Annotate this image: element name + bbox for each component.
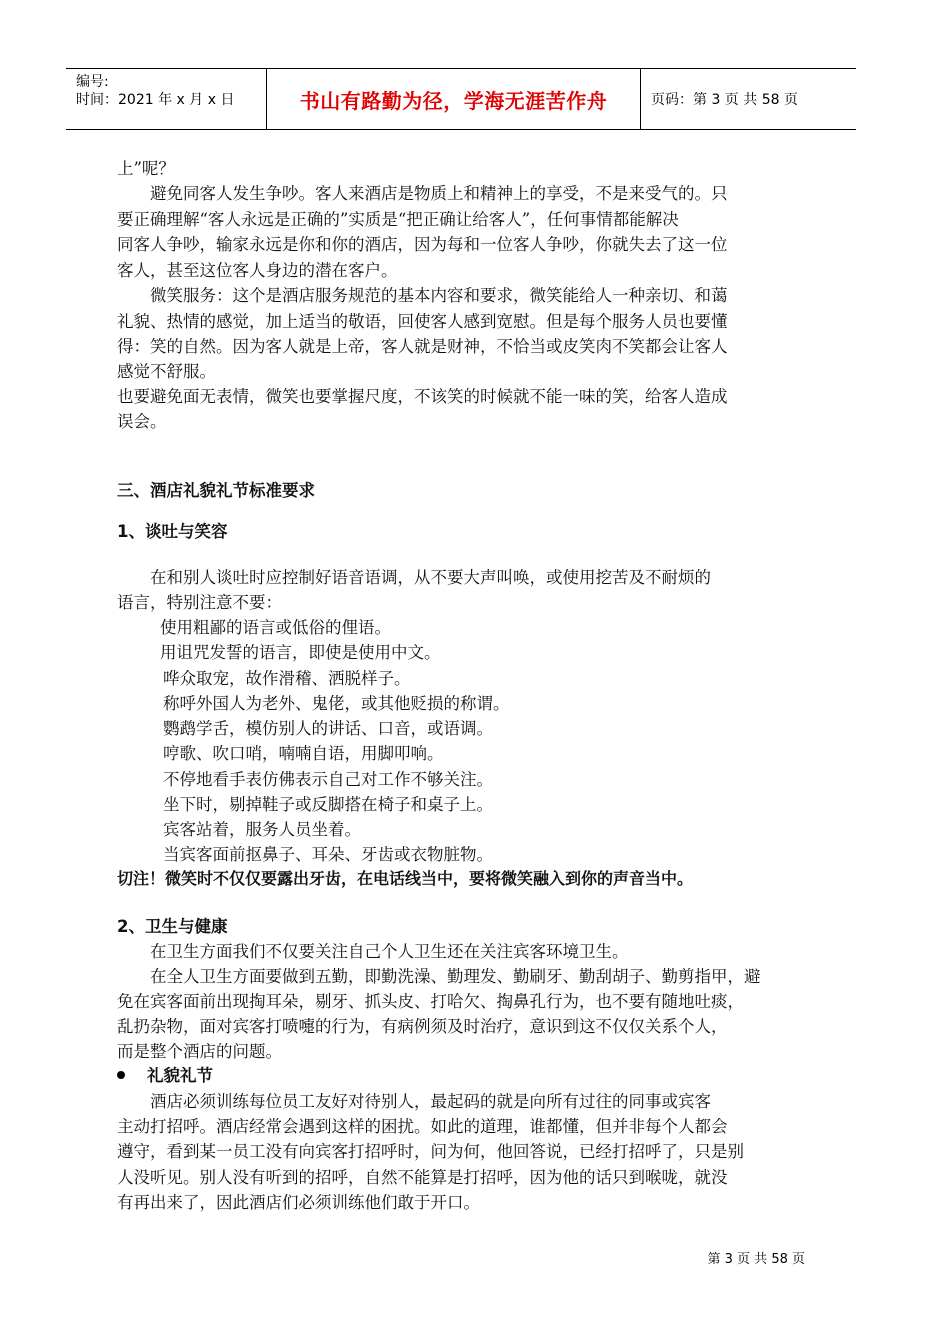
paragraph-line: 有再出来了，因此酒店们必须训练他们敢于开口。 xyxy=(117,1193,480,1212)
paragraph-line: 得：笑的自然。因为客人就是上帝，客人就是财神，不恰当或皮笑肉不笑都会让客人 xyxy=(117,337,728,356)
bullet-icon xyxy=(117,1071,125,1079)
document-number-label: 编号: xyxy=(76,74,109,90)
paragraph-line: 客人，甚至这位客人身边的潜在客户。 xyxy=(117,261,398,280)
subsection-title: 2、卫生与健康 xyxy=(117,917,228,936)
subsection-title: 1、谈吐与笑容 xyxy=(117,522,228,541)
header-page-number: 页码：第 3 页 共 58 页 xyxy=(651,92,798,108)
paragraph-line: 也要避免面无表情，微笑也要掌握尺度，不该笑的时候就不能一味的笑，给客人造成 xyxy=(117,387,728,406)
paragraph-line: 人没听见。别人没有听到的招呼，自然不能算是打招呼，因为他的话只到喉咙，就没 xyxy=(117,1168,728,1187)
header-page-cell xyxy=(641,69,856,129)
paragraph-line: 免在宾客面前出现掏耳朵，剔牙、抓头皮、打哈欠、掏鼻孔行为，也不要有随地吐痰， xyxy=(117,992,744,1011)
dont-item: 当宾客面前抠鼻子、耳朵、牙齿或衣物脏物。 xyxy=(163,845,493,864)
paragraph-line: 乱扔杂物，面对宾客打喷嚏的行为，有病例须及时治疗，意识到这不仅仅关系个人， xyxy=(117,1017,728,1036)
paragraph-line: 主动打招呼。酒店经常会遇到这样的困扰。如此的道理，谁都懂，但并非每个人都会 xyxy=(117,1117,728,1136)
paragraph-line: 在和别人谈吐时应控制好语音语调，从不要大声叫唤，或使用挖苦及不耐烦的 xyxy=(117,568,711,587)
dont-item: 鹦鹉学舌，模仿别人的讲话、口音，或语调。 xyxy=(163,719,493,738)
paragraph-line: 避免同客人发生争吵。客人来酒店是物质上和精神上的享受，不是来受气的。只 xyxy=(117,184,728,203)
dont-item: 坐下时，剔掉鞋子或反脚搭在椅子和桌子上。 xyxy=(163,795,493,814)
section-title: 三、酒店礼貌礼节标准要求 xyxy=(117,481,315,500)
paragraph-line: 上”呢？ xyxy=(117,159,175,178)
dont-item: 哗众取宠，故作滑稽、洒脱样子。 xyxy=(163,669,411,688)
paragraph-line: 酒店必须训练每位员工友好对待别人，最起码的就是向所有过往的同事或宾客 xyxy=(117,1092,711,1111)
paragraph-line: 同客人争吵，输家永远是你和你的酒店，因为每和一位客人争吵，你就失去了这一位 xyxy=(117,235,728,254)
paragraph-line: 礼貌、热情的感觉，加上适当的敬语，回使客人感到宽慰。但是每个服务人员也要懂 xyxy=(117,312,728,331)
paragraph-line: 语言，特别注意不要： xyxy=(117,593,282,612)
paragraph-line: 遵守，看到某一员工没有向宾客打招呼时，问为何，他回答说，已经打招呼了，只是别 xyxy=(117,1142,744,1161)
page-header xyxy=(66,68,856,130)
dont-item: 使用粗鄙的语言或低俗的俚语。 xyxy=(160,618,391,637)
bullet-heading xyxy=(117,1062,213,1086)
paragraph-line: 而是整个酒店的问题。 xyxy=(117,1042,282,1061)
paragraph-line: 要正确理解“客人永远是正确的”实质是“把正确让给客人”，任何事情都能解决 xyxy=(117,210,679,229)
paragraph-line: 误会。 xyxy=(117,412,167,431)
bullet-title: 礼貌礼节 xyxy=(147,1066,213,1085)
document-date: 时间：2021 年 x 月 x 日 xyxy=(76,92,235,108)
dont-item: 哼歌、吹口哨，喃喃自语，用脚叩响。 xyxy=(163,744,444,763)
header-motto-cell xyxy=(267,69,641,129)
page-footer-number: 第 3 页 共 58 页 xyxy=(707,1252,805,1267)
dont-item: 宾客站着，服务人员坐着。 xyxy=(163,820,361,839)
paragraph-line: 微笑服务：这个是酒店服务规范的基本内容和要求，微笑能给人一种亲切、和蔼 xyxy=(117,286,728,305)
paragraph-line: 在卫生方面我们不仅要关注自己个人卫生还在关注宾客环境卫生。 xyxy=(117,942,629,961)
paragraph-line: 在全人卫生方面要做到五勤，即勤洗澡、勤理发、勤刷牙、勤刮胡子、勤剪指甲，避 xyxy=(117,967,761,986)
warning-note: 切注！微笑时不仅仅要露出牙齿，在电话线当中，要将微笑融入到你的声音当中。 xyxy=(117,869,694,888)
header-motto: 书山有路勤为径，学海无涯苦作舟 xyxy=(299,88,608,113)
dont-item: 称呼外国人为老外、鬼佬，或其他贬损的称谓。 xyxy=(163,694,510,713)
dont-item: 不停地看手表仿佛表示自己对工作不够关注。 xyxy=(163,770,493,789)
header-meta xyxy=(66,69,267,129)
paragraph-line: 感觉不舒服。 xyxy=(117,362,216,381)
dont-item: 用诅咒发誓的语言，即使是使用中文。 xyxy=(160,643,441,662)
